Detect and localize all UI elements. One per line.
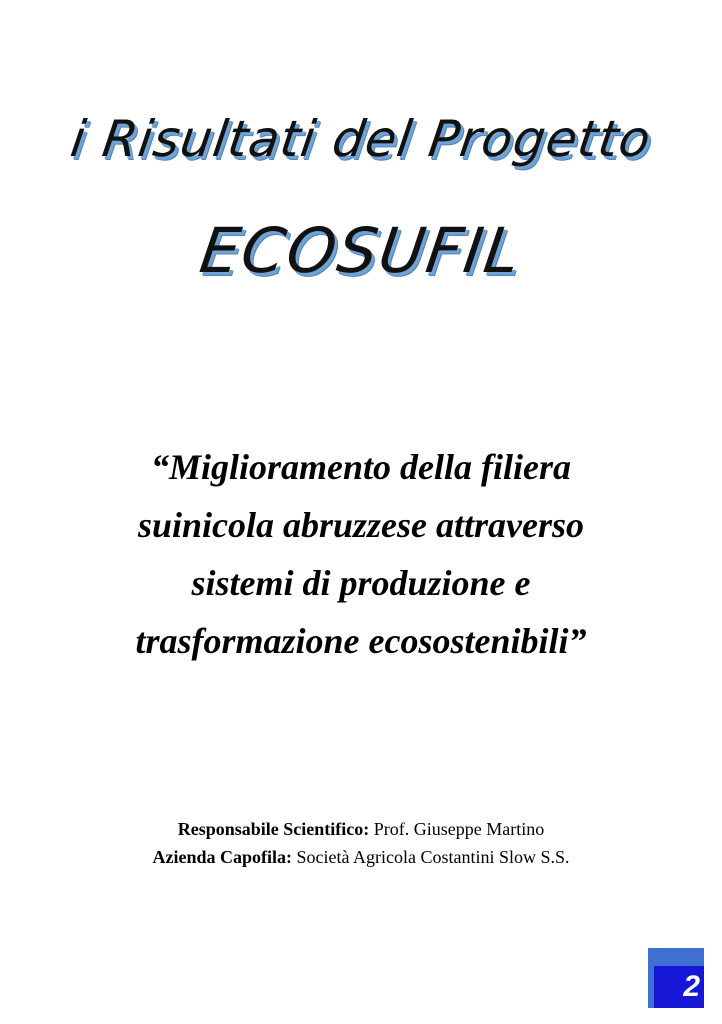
subtitle-line: suinicola abruzzese attraverso [137,505,585,545]
title-line-1: i Risultati del Progetto [67,110,655,168]
subtitle-line: sistemi di produzione e [191,563,531,603]
project-subtitle [60,438,662,670]
responsabile-label: Responsabile Scientifico: [177,819,370,839]
azienda-line [0,843,722,871]
page-number: 2 [683,970,700,1003]
subtitle-line: trasformazione ecosostenibili” [135,621,587,661]
azienda-label: Azienda Capofila: [152,847,292,867]
responsabile-line [0,815,722,843]
title-line-2: ECOSUFIL [195,214,527,287]
azienda-value: Società Agricola Costantini Slow S.S. [296,847,570,867]
credits-block [0,815,722,871]
subtitle-line: “Miglioramento della filiera [151,447,571,487]
responsabile-value: Prof. Giuseppe Martino [373,819,545,839]
